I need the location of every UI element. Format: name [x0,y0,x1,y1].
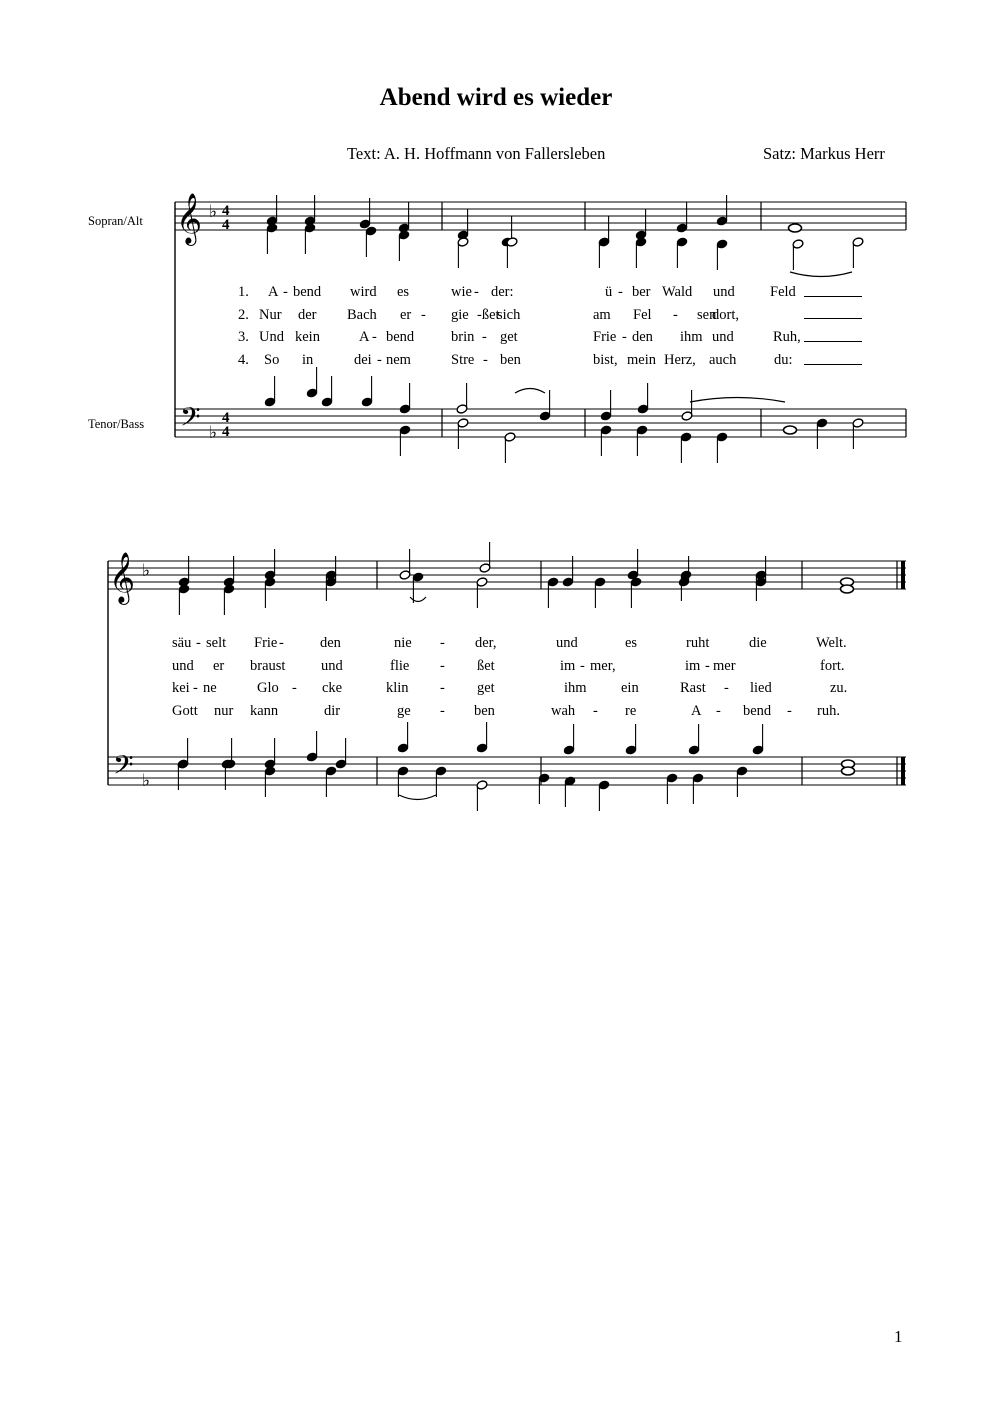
verse-number: 1. [238,284,249,300]
lyric-syllable: mer, [590,658,616,674]
lyric-syllable: säu [172,635,192,651]
lyric-syllable: in [302,352,314,368]
lyric-syllable: am [593,307,611,323]
lyric-syllable: Frie [254,635,278,651]
lyric-hyphen: - [440,635,445,651]
lyric-syllable: bend [293,284,322,300]
whole-note [841,585,854,593]
lyric-syllable: und [321,658,343,674]
lyric-syllable: braust [250,658,286,674]
lyric-syllable: den [320,635,341,651]
lyric-hyphen: -ßet [477,307,500,323]
lyric-hyphen: - [593,703,598,719]
lyric-syllable: der: [491,284,514,300]
lyric-syllable: fort. [820,658,845,674]
lyric-syllable: ein [621,680,639,696]
lyric-syllable: wie [451,284,472,300]
time-signature-beats: 4 [222,410,230,426]
lyric-syllable: nie [394,635,412,651]
lyric-syllable: und [712,329,734,345]
lyric-syllable: flie [390,658,410,674]
lyric-syllable: - [673,307,678,323]
lyric-syllable: wird [350,284,377,300]
lyric-syllable: den [632,329,653,345]
lyric-hyphen: sen [697,307,717,323]
lyric-syllable: brin [451,329,475,345]
lyric-hyphen: - [622,329,627,345]
lyric-syllable: A [268,284,279,300]
lyric-hyphen: - [724,680,729,696]
lyric-hyphen: - [580,658,585,674]
lyric-syllable: ge [397,703,411,719]
lyric-syllable: So [264,352,280,368]
lyric-syllable: kein [295,329,320,345]
lyric-hyphen: - [283,284,288,300]
lyric-hyphen: - [196,635,201,651]
bass-clef-icon: 𝄢 [180,401,201,439]
lyric-syllable: A [359,329,370,345]
lyric-extender-line [804,318,862,319]
part-label-tenor-bass: Tenor/Bass [88,417,145,431]
lyric-syllable: ü [605,284,613,300]
lyric-syllable: Gott [172,703,198,719]
bass-clef-icon: 𝄢 [113,749,134,787]
page-number: 1 [894,1327,903,1346]
lyric-syllable: ihm [680,329,703,345]
lyric-syllable: selt [206,635,227,651]
time-signature-unit: 4 [222,217,230,233]
lyric-syllable: Stre [451,352,475,368]
final-barline [901,561,905,589]
lyric-syllable: ßet [477,658,495,674]
lyric-syllable: get [477,680,495,696]
slur [790,272,852,277]
lyric-syllable: der [298,307,317,323]
lyric-hyphen: - [483,352,488,368]
final-barline [901,757,905,785]
flat-icon: ♭ [209,423,218,443]
slur [410,597,426,602]
lyric-syllable: dir [324,703,341,719]
setting-credit: Satz: Markus Herr [763,144,885,163]
lyric-hyphen: - [279,635,284,651]
flat-icon: ♭ [209,202,218,222]
lyric-syllable: bist, [593,352,618,368]
lyric-syllable: und [713,284,735,300]
lyric-syllable: sich [497,307,521,323]
lyric-syllable: cke [322,680,343,696]
flat-icon: ♭ [142,771,151,791]
lyric-syllable: Frie [593,329,617,345]
lyric-syllable: und [556,635,578,651]
verse-number: 2. [238,307,249,323]
system-1 [175,193,906,463]
lyric-syllable: dort, [712,307,739,323]
lyric-syllable: der, [475,635,497,651]
time-signature-beats: 4 [222,203,230,219]
lyric-hyphen: - [705,658,710,674]
lyric-hyphen: - [618,284,623,300]
lyric-syllable: Glo [257,680,279,696]
page-title: Abend wird es wieder [379,84,613,111]
lyric-hyphen: - [421,307,426,323]
lyric-syllable: re [625,703,637,719]
slur [515,389,545,394]
lyric-syllable: Ruh, [773,329,801,345]
part-label-soprano-alto: Sopran/Alt [88,214,143,228]
lyric-hyphen: - [292,680,297,696]
whole-note [842,767,855,775]
lyric-syllable: wah [551,703,576,719]
lyric-hyphen: - [474,284,479,300]
lyric-extender-line [804,296,862,297]
lyric-hyphen: - [440,680,445,696]
lyric-syllable: klin [386,680,409,696]
lyric-syllable: mer [713,658,736,674]
verse-number: 4. [238,352,249,368]
lyric-syllable: bend [386,329,415,345]
lyric-syllable: und [172,658,194,674]
lyric-syllable: bend [743,703,772,719]
lyric-syllable: mein [627,352,656,368]
lyric-syllable: ihm [564,680,587,696]
whole-note [789,224,802,232]
system-2 [108,542,906,811]
lyric-syllable: Rast [680,680,706,696]
lyric-syllable: ne [203,680,217,696]
treble-clef-icon: 𝄞 [176,193,203,244]
lyric-syllable: im [685,658,701,674]
lyric-syllable: nur [214,703,234,719]
lyric-syllable: zu. [830,680,848,696]
lyric-syllable: Herz, [664,352,696,368]
lyric-syllable: es [625,635,638,651]
lyric-syllable: A [691,703,702,719]
time-signature-unit: 4 [222,424,230,440]
lyric-syllable: Fel [633,307,652,323]
lyric-syllable: Nur [259,307,282,323]
lyric-syllable: ber [632,284,651,300]
lyric-hyphen: - [372,329,377,345]
lyric-syllable: Bach [347,307,377,323]
slur [399,795,436,800]
lyric-hyphen: - [482,329,487,345]
lyric-syllable: es [397,284,410,300]
lyric-syllable: er [213,658,225,674]
lyric-hyphen: - [440,703,445,719]
lyric-hyphen: - [716,703,721,719]
flat-icon: ♭ [142,561,151,581]
text-credit: Text: A. H. Hoffmann von Fallersleben [347,144,606,163]
lyric-syllable: lied [750,680,772,696]
lyric-syllable: ruh. [817,703,840,719]
lyric-hyphen: - [440,658,445,674]
lyric-syllable: ben [500,352,521,368]
lyric-syllable: gie [451,307,469,323]
lyric-extender-line [804,364,862,365]
lyric-syllable: ruht [686,635,710,651]
lyric-hyphen: - [193,680,198,696]
lyric-syllable: Feld [770,284,796,300]
lyric-syllable: Wald [662,284,693,300]
lyric-syllable: die [749,635,767,651]
lyric-syllable: kann [250,703,279,719]
lyric-hyphen: - [787,703,792,719]
lyric-syllable: Und [259,329,284,345]
lyric-syllable: im [560,658,576,674]
lyric-syllable: auch [709,352,737,368]
lyric-syllable: dei [354,352,372,368]
lyric-syllable: Welt. [816,635,847,651]
treble-clef-icon: 𝄞 [109,552,136,603]
lyric-syllable: kei [172,680,190,696]
lyric-extender-line [804,341,862,342]
lyric-syllable: er [400,307,412,323]
lyric-hyphen: - [377,352,382,368]
slur [690,398,785,403]
lyric-syllable: get [500,329,518,345]
whole-note [784,426,797,434]
lyric-syllable: ben [474,703,495,719]
verse-number: 3. [238,329,249,345]
lyric-syllable: du: [774,352,793,368]
lyric-syllable: nem [386,352,411,368]
